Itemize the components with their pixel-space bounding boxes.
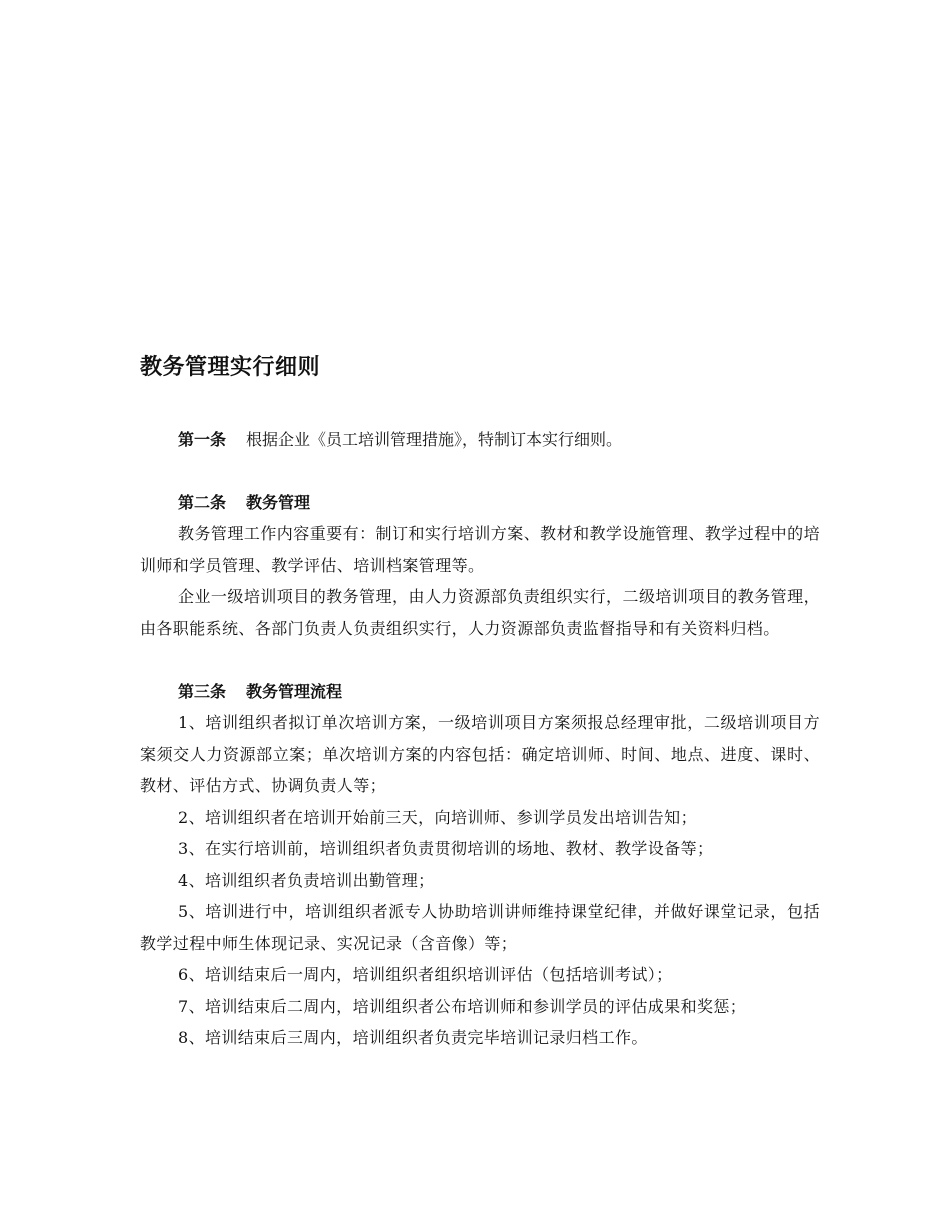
article-2-heading — [140, 487, 820, 518]
article-3-item: 5、培训进行中，培训组织者派专人协助培训讲师维持课堂纪律，并做好课堂记录，包括教学过程中师生体现记录、实况记录（含音像）等； — [140, 902, 820, 953]
article-1-heading — [140, 424, 820, 455]
article-3-item: 8、培训结束后三周内，培训组织者负责完毕培训记录归档工作。 — [178, 1028, 648, 1047]
article-2 — [140, 487, 820, 644]
article-3 — [140, 676, 820, 1054]
article-2-paragraph: 企业一级培训项目的教务管理，由人力资源部负责组织实行，二级培训项目的教务管理，由各职能系统、各部门负责人负责组织实行，人力资源部负责监督指导和有关资料归档。 — [140, 587, 820, 638]
article-1 — [140, 424, 820, 455]
document-page — [140, 350, 820, 1086]
document-title: 教务管理实行细则 — [140, 355, 321, 380]
article-3-item: 4、培训组织者负责培训出勤管理； — [178, 870, 435, 890]
article-1-text: 根据企业《员工培训管理措施》，特制订本实行细则。 — [246, 430, 623, 449]
article-2-title: 教务管理 — [246, 493, 311, 512]
article-2-number: 第二条 — [178, 493, 227, 512]
article-3-title: 教务管理流程 — [246, 682, 343, 701]
article-2-paragraph: 教务管理工作内容重要有：制订和实行培训方案、教材和教学设施管理、教学过程中的培训师和学员管理、教学评估、培训档案管理等。 — [140, 524, 820, 575]
article-3-item: 2、培训组织者在培训开始前三天，向培训师、参训学员发出培训告知； — [178, 807, 697, 827]
article-1-number: 第一条 — [178, 430, 227, 449]
article-3-item: 3、在实行培训前，培训组织者负责贯彻培训的场地、教材、教学设备等； — [178, 839, 714, 858]
article-3-item: 6、培训结束后一周内，培训组织者组织培训评估（包括培训考试）； — [178, 965, 673, 984]
article-3-number: 第三条 — [178, 682, 227, 701]
article-3-item: 7、培训结束后二周内，培训组织者公布培训师和参训学员的评估成果和奖惩； — [178, 996, 747, 1016]
article-3-item: 1、培训组织者拟订单次培训方案，一级培训项目方案须报总经理审批，二级培训项目方案须交人力资源部立案；单次培训方案的内容包括：确定培训师、时间、地点、进度、课时、教材、评估方式、协调负责人等； — [140, 713, 820, 795]
article-3-heading — [140, 676, 820, 707]
